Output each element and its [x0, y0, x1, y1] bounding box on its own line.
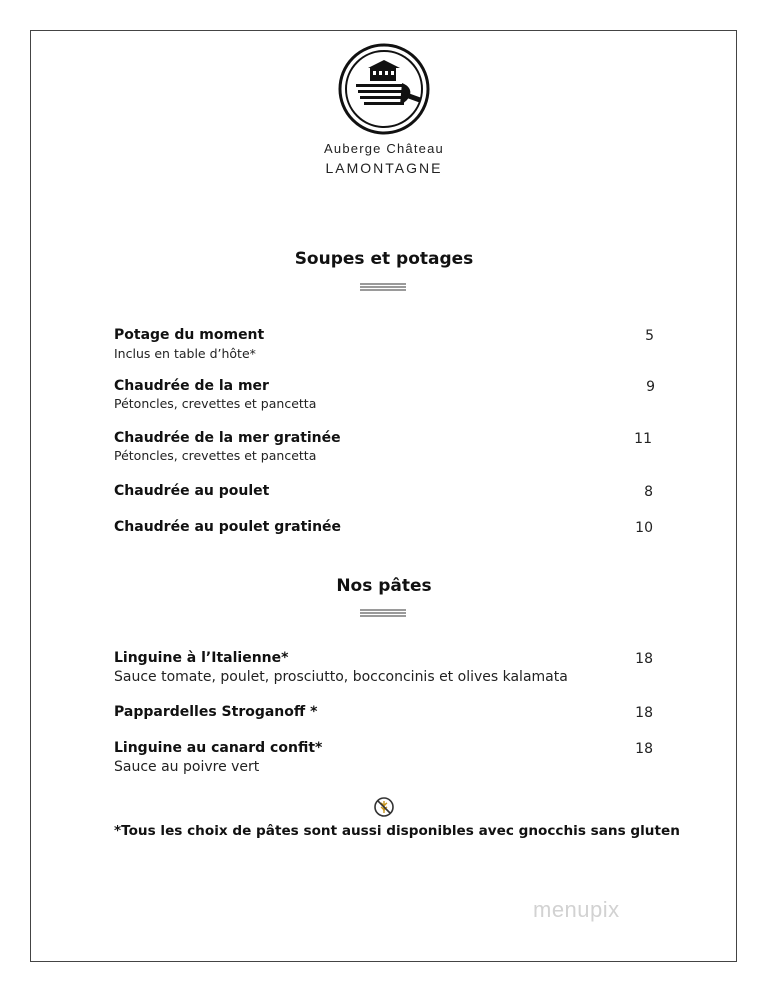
- menu-item-name: Chaudrée au poulet gratinée: [114, 519, 342, 535]
- menu-item-name: Linguine à l’Italienne*: [114, 650, 289, 666]
- section-title-pates: Nos pâtes: [336, 576, 432, 596]
- gluten-free-note: *Tous les choix de pâtes sont aussi disponibles avec gnocchis sans gluten: [114, 823, 680, 839]
- menu-item-name: Chaudrée au poulet: [114, 483, 270, 499]
- menu-item-price: 8: [644, 484, 653, 500]
- menu-item-description: Sauce au poivre vert: [114, 759, 260, 775]
- menu-item-description: Pétoncles, crevettes et pancetta: [114, 448, 317, 463]
- menu-item-price: 18: [635, 651, 653, 667]
- section-divider: [360, 609, 406, 617]
- menu-item-price: 10: [635, 520, 653, 536]
- house-fork-logo-icon: [338, 43, 430, 135]
- menu-item-price: 11: [634, 431, 652, 447]
- menu-item-name: Potage du moment: [114, 327, 265, 343]
- section-title-soupes: Soupes et potages: [294, 249, 474, 269]
- menu-item-name: Pappardelles Stroganoff *: [114, 704, 318, 720]
- menu-item-price: 18: [635, 741, 653, 757]
- gluten-free-icon: [373, 796, 395, 818]
- menu-item-name: Chaudrée de la mer: [114, 378, 269, 394]
- menu-item-price: 5: [645, 328, 654, 344]
- brand-name-line1: Auberge Château: [324, 141, 444, 156]
- menu-item-description: Inclus en table d’hôte*: [114, 346, 256, 361]
- menu-item-name: Linguine au canard confit*: [114, 740, 323, 756]
- menu-item-name: Chaudrée de la mer gratinée: [114, 430, 341, 446]
- menu-item-price: 9: [646, 379, 655, 395]
- menu-item-description: Pétoncles, crevettes et pancetta: [114, 396, 317, 411]
- menu-item-price: 18: [635, 705, 653, 721]
- brand-name-line2: LAMONTAGNE: [325, 160, 443, 176]
- watermark: menupix: [533, 897, 620, 922]
- menu-item-description: Sauce tomate, poulet, prosciutto, bocconcinis et olives kalamata: [114, 669, 568, 685]
- section-divider: [360, 283, 406, 291]
